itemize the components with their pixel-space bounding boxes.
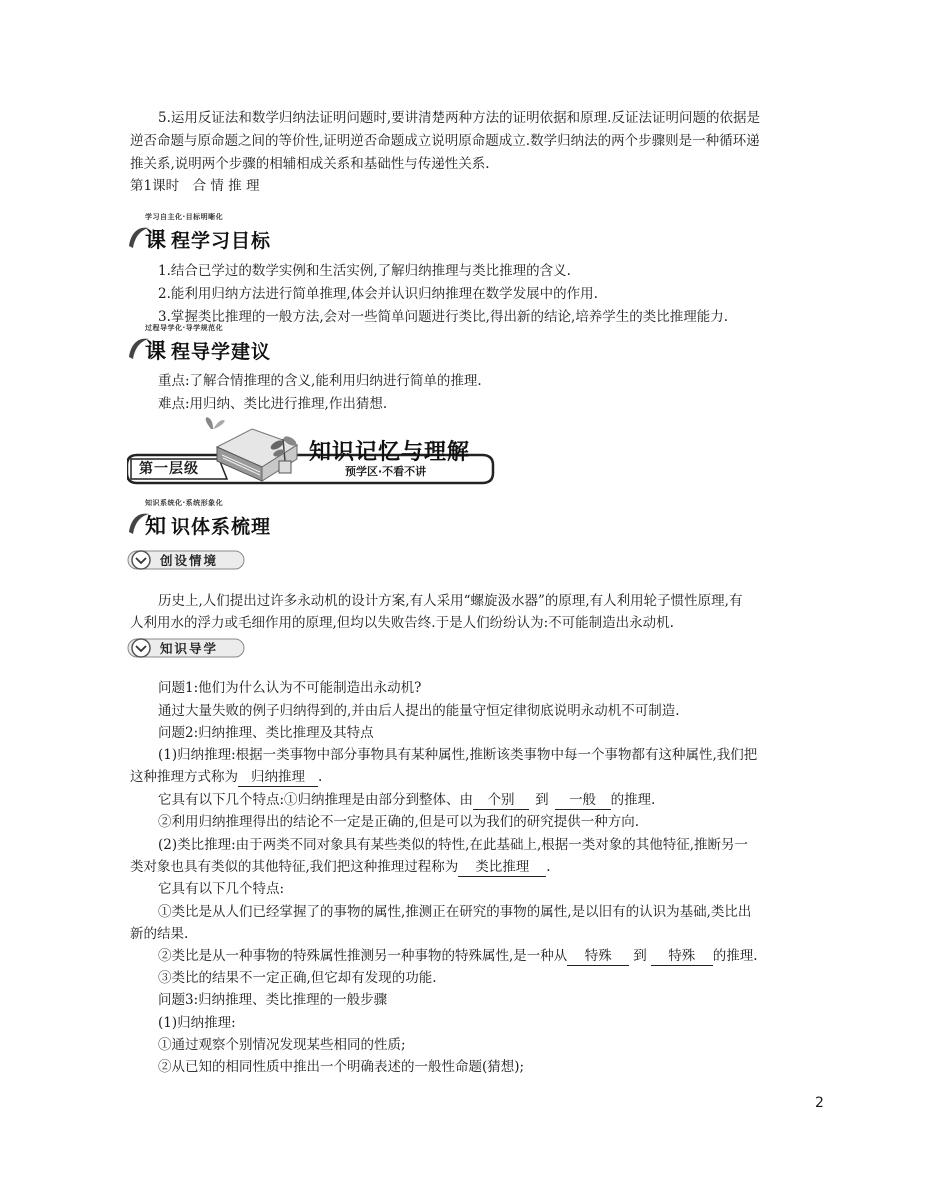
text-run: 到 [535, 792, 549, 808]
text-run: 这种推理方式称为 [130, 769, 238, 785]
text-run: 类对象也具有类似的其他特征,我们把这种推理过程称为 [130, 859, 459, 875]
guide-ind-feat-2: ②利用归纳推理得出的结论不一定是正确的,但是可以为我们的研究提供一种方向. [158, 814, 640, 830]
guide-ind-feat-1 [158, 789, 655, 811]
guide-q1: 问题1:他们为什么认为不可能制造出永动机? [158, 680, 422, 696]
answer-blank: 归纳推理 [238, 768, 318, 787]
section-header-knowledge-mini: 知识系统化·系统形象化 [145, 499, 224, 507]
guide-ana-def-2 [130, 856, 551, 878]
text-run: . [546, 859, 551, 875]
banner-level: 第一层级 [139, 461, 199, 477]
tag-guide [127, 637, 247, 659]
text-run: ②类比是从一种事物的特殊属性推测另一种事物的特殊属性,是一种从 [158, 948, 568, 964]
intro-line-3: 推关系,说明两个步骤的相辅相成关系和基础性与传递性关系. [130, 156, 490, 172]
butterfly-icon [206, 417, 225, 429]
guide-q2: 问题2:归纳推理、类比推理及其特点 [158, 725, 374, 741]
section-header-knowledge-title: 识体系梳理 [171, 516, 272, 538]
guide-ana-feat-2 [158, 945, 758, 967]
section-header-advice [127, 323, 287, 363]
level-banner [127, 415, 497, 495]
section-header-goals-first: 课 [145, 228, 167, 252]
guide-ana-feat-3: ③类比的结果不一定正确,但它却有发现的功能. [158, 970, 437, 986]
section-header-goals [127, 212, 287, 252]
answer-blank: 特殊 [651, 947, 713, 966]
lesson-title: 第1课时 合 情 推 理 [130, 178, 260, 194]
section-header-knowledge-first: 知 [145, 514, 167, 538]
section-header-goals-title: 程学习目标 [171, 230, 272, 252]
tag-scenario-label: 创设情境 [160, 553, 219, 568]
tag-scenario [127, 549, 247, 571]
banner-title: 知识记忆与理解 [309, 440, 471, 465]
section-header-advice-title: 程导学建议 [171, 341, 272, 363]
answer-blank: 类比推理 [458, 858, 546, 877]
answer-blank: 一般 [555, 791, 611, 810]
scenario-line-1: 历史上,人们提出过许多永动机的设计方案,有人采用“螺旋汲水器”的原理,有人利用轮子惯性原理,有 [158, 593, 743, 609]
answer-blank: 特殊 [567, 947, 629, 966]
guide-ana-feat-1a: ①类比是从人们已经掌握了的事物的属性,推测正在研究的事物的属性,是以旧有的认识为基础,类比出 [158, 904, 752, 920]
guide-q3: 问题3:归纳推理、类比推理的一般步骤 [158, 992, 388, 1008]
advice-difficult: 难点:用归纳、类比进行推理,作出猜想. [158, 396, 388, 412]
guide-ind-def-1: (1)归纳推理:根据一类事物中部分事物具有某种属性,推断该类事物中每一个事物都有这种属性,我们把 [158, 747, 758, 763]
banner-subtitle: 预学区·不看不讲 [345, 465, 427, 478]
goal-item-2: 2.能利用归纳方法进行简单推理,体会并认识归纳推理在数学发展中的作用. [158, 286, 598, 302]
guide-step-2: ②从已知的相同性质中推出一个明确表述的一般性命题(猜想); [158, 1059, 525, 1075]
guide-a1: 通过大量失败的例子归纳得到的,并由后人提出的能量守恒定律彻底说明永动机不可制造. [158, 703, 680, 719]
guide-step-title: (1)归纳推理: [158, 1015, 236, 1031]
advice-key: 重点:了解合情推理的含义,能利用归纳进行简单的推理. [158, 373, 482, 389]
guide-ana-feat-1b: 新的结果. [130, 926, 189, 942]
guide-step-1: ①通过观察个别情况发现某些相同的性质; [158, 1037, 406, 1053]
text-run: 它具有以下几个特点:①归纳推理是由部分到整体、由 [158, 792, 474, 808]
section-header-goals-mini: 学习自主化·目标明晰化 [145, 213, 224, 221]
text-run: 到 [633, 948, 647, 964]
guide-ana-def-1: (2)类比推理:由于两类不同对象具有某些类似的特性,在此基础上,根据一类对象的其他特征,推断另一 [158, 837, 749, 853]
goal-item-1: 1.结合已学过的数学实例和生活实例,了解归纳推理与类比推理的含义. [158, 263, 571, 279]
guide-ana-feat-intro: 它具有以下几个特点: [158, 881, 285, 897]
guide-ind-def-2 [130, 766, 322, 788]
tag-guide-label: 知识导学 [160, 641, 219, 656]
goal-item-3: 3.掌握类比推理的一般方法,会对一些简单问题进行类比,得出新的结论,培养学生的类比推理能力. [158, 309, 729, 325]
text-run: 的推理. [712, 948, 758, 964]
section-header-advice-first: 课 [145, 339, 167, 363]
intro-line-2: 逆否命题与原命题之间的等价性,证明逆否命题成立说明原命题成立.数学归纳法的两个步骤则是一种循环递 [130, 133, 760, 149]
intro-line-1: 5.运用反证法和数学归纳法证明问题时,要讲清楚两种方法的证明依据和原理.反证法证明问题的依据是 [158, 110, 760, 126]
text-run: 的推理. [610, 792, 656, 808]
section-header-advice-mini: 过程导学化·导学规范化 [145, 324, 224, 332]
scenario-line-2: 人利用水的浮力或毛细作用的原理,但均以失败告终.于是人们纷纷认为:不可能制造出永动机. [130, 615, 674, 631]
text-run: . [318, 769, 323, 785]
page-number: 2 [815, 1095, 824, 1111]
answer-blank: 个别 [473, 791, 529, 810]
section-header-knowledge [127, 498, 287, 538]
